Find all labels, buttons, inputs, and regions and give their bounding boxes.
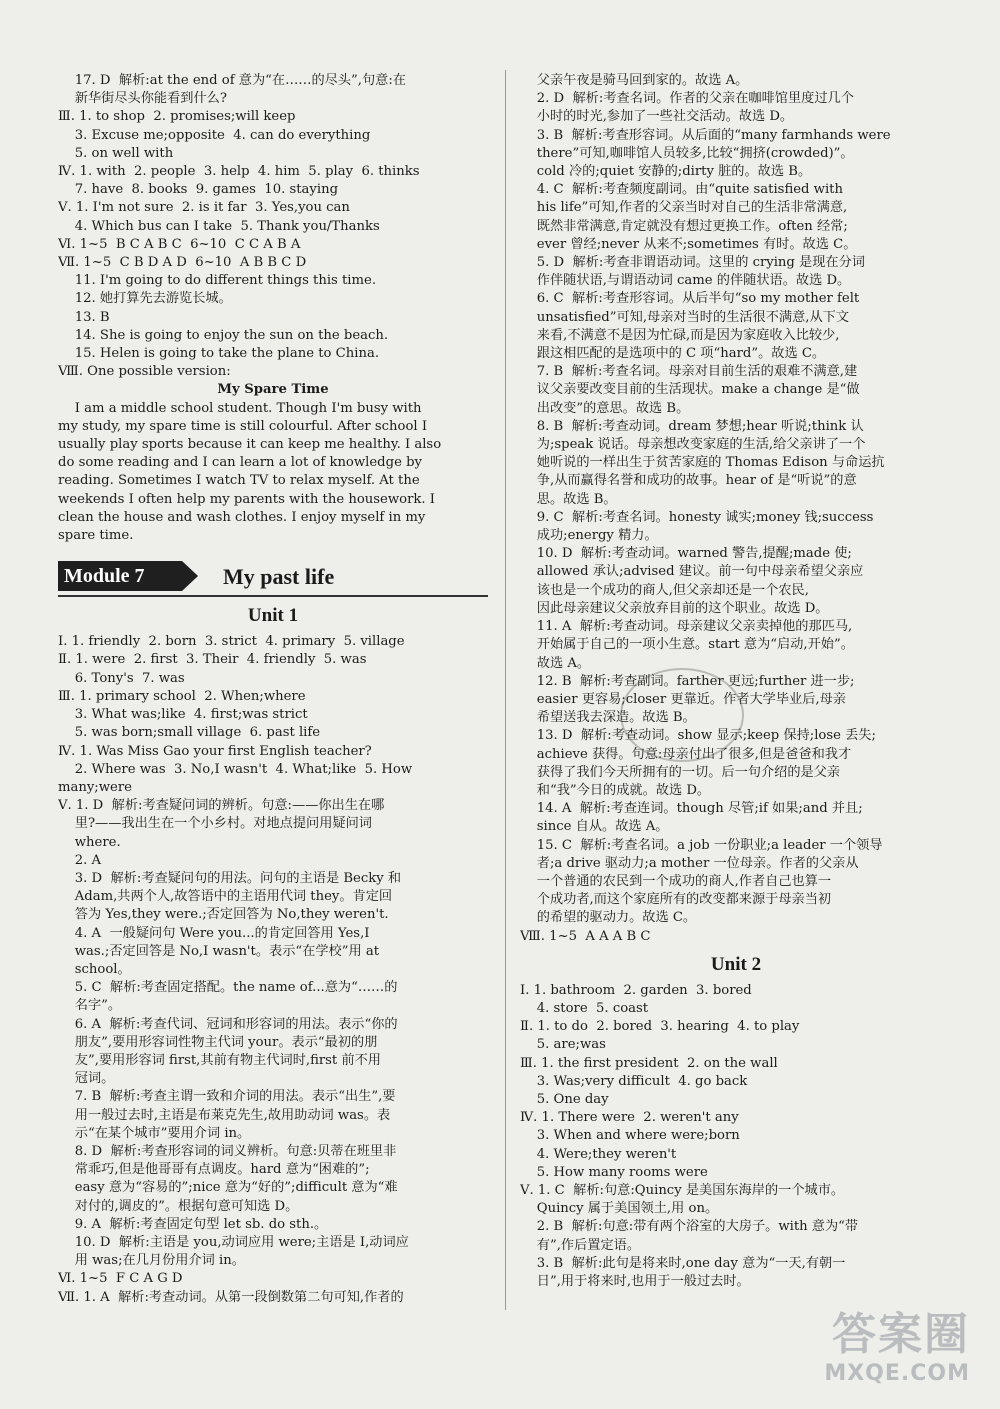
answer-line: 和“我”今日的成就。故选 D。 — [520, 782, 711, 798]
answer-line: Ⅳ. 1. Was Miss Gao your first English teacher? — [58, 743, 372, 759]
answer-line: 3. D 解析:考查疑问句的用法。问句的主语是 Becky 和 — [58, 870, 402, 886]
answer-line: 她听说的一样出生于贫苦家庭的 Thomas Edison 与命运抗 — [520, 455, 885, 471]
answer-line: my study, my spare time is still colourful. After school I — [58, 418, 428, 434]
answer-line: Ⅱ. 1. were 2. first 3. Their 4. friendly 5. was — [58, 652, 367, 668]
answer-line: 5. One day — [520, 1091, 609, 1107]
answer-line: 5. How many rooms were — [520, 1164, 708, 1180]
answer-line: Ⅲ. 1. the first president 2. on the wall — [520, 1055, 778, 1071]
answer-line: 11. A 解析:考查动词。母亲建议父亲卖掉他的那匹马, — [520, 619, 853, 635]
answer-line: 5. was born;small village 6. past life — [58, 725, 321, 741]
answer-line: 议父亲要改变目前的生活现状。make a change 是“做 — [520, 382, 860, 398]
answer-line: 个成功者,而这个家庭所有的改变都来源于母亲当初 — [520, 892, 832, 908]
answer-line: 朋友”,要用形容词性物主代词 your。表示“最初的朋 — [58, 1034, 378, 1050]
answer-line: 希望送我去深造。故选 B。 — [520, 710, 696, 726]
answer-line: 12. B 解析:考查副词。farther 更远;further 进一步; — [520, 673, 855, 689]
essay-title: My Spare Time — [217, 382, 329, 398]
module-title: My past life — [223, 564, 335, 590]
answer-line: Ⅰ. 1. friendly 2. born 3. strict 4. primary 5. village — [58, 634, 405, 650]
answer-line: 成功;energy 精力。 — [520, 528, 658, 544]
answer-line: I am a middle school student. Though I'm busy with — [58, 400, 422, 416]
answer-line: there”可知,咖啡馆人员较多,比较“拥挤(crowded)”。 — [520, 145, 854, 161]
answer-line: ever 曾经;never 从来不;sometimes 有时。故选 C。 — [520, 236, 857, 252]
answer-line: 4. A 一般疑问句 Were you...的肯定回答用 Yes,I — [58, 925, 370, 941]
watermark-line2: MXQE.COM — [824, 1361, 970, 1386]
answer-line: 冠词。 — [58, 1071, 115, 1087]
answer-line: 出改变”的意思。故选 B。 — [520, 400, 690, 416]
answer-line: 示“在某个城市”要用介词 in。 — [58, 1125, 251, 1141]
answer-line: 该也是一个成功的商人,但父亲却还是一个农民, — [520, 582, 809, 598]
answer-line: 6. A 解析:考查代词、冠词和形容词的用法。表示“你的 — [58, 1016, 398, 1032]
answer-line: Ⅵ. 1~5 F C A G D — [58, 1271, 183, 1287]
answer-line: his life”可知,作者的父亲当时对自己的生活非常满意, — [520, 200, 848, 216]
answer-line: 13. D 解析:考查动词。show 显示;keep 保持;lose 丢失; — [520, 728, 876, 744]
answer-line: 7. have 8. books 9. games 10. staying — [58, 182, 339, 198]
answer-line: 来看,不满意不是因为忙碌,而是因为家庭收入比较少, — [520, 327, 840, 343]
answer-line: 7. B 解析:考查名词。母亲对目前生活的艰难不满意,建 — [520, 364, 858, 380]
answer-line: 14. A 解析:考查连词。though 尽管;if 如果;and 并且; — [520, 801, 863, 817]
column-divider — [505, 70, 506, 1310]
right-column — [520, 72, 952, 1291]
answer-line: 4. Were;they weren't — [520, 1146, 677, 1162]
module-label: Module 7 — [58, 561, 182, 591]
answer-line: achieve 获得。句意:母亲付出了很多,但是爸爸和我才 — [520, 746, 852, 762]
answer-line: since 自从。故选 A。 — [520, 819, 669, 835]
answer-line: 10. D 解析:考查动词。warned 警告,提醒;made 使; — [520, 546, 852, 562]
answer-line: 2. Where was 3. No,I wasn't 4. What;like 5. How — [58, 761, 413, 777]
module-header — [58, 559, 488, 597]
answer-line: Ⅶ. 1~5 C B D A D 6~10 A B B C D — [58, 255, 307, 271]
answer-line: Quincy 属于美国领土,用 on。 — [520, 1201, 719, 1217]
answer-line: easy 意为“容易的”;nice 意为“好的”;difficult 意为“难 — [58, 1180, 398, 1196]
answer-line: 4. Which bus can I take 5. Thank you/Thanks — [58, 218, 380, 234]
answer-line: 12. 她打算先去游览长城。 — [58, 291, 232, 307]
answer-line: 日”,用于将来时,也用于一般过去时。 — [520, 1274, 750, 1289]
answer-line: 开始属于自己的一项小生意。start 意为“启动,开始”。 — [520, 637, 854, 653]
answer-line: 作伴随状语,与谓语动词 came 的伴随状语。故选 D。 — [520, 273, 851, 289]
answer-line: 6. Tony's 7. was — [58, 670, 185, 686]
answer-line: 9. C 解析:考查名词。honesty 诚实;money 钱;success — [520, 509, 874, 525]
answer-line: 7. B 解析:考查主谓一致和介词的用法。表示“出生”,要 — [58, 1089, 396, 1105]
answer-line: 17. D 解析:at the end of 意为“在……的尽头”,句意:在 — [58, 73, 406, 88]
answer-line: many;were — [58, 779, 132, 795]
answer-line: was.;否定回答是 No,I wasn't。表示“在学校”用 at — [58, 943, 380, 959]
answer-line: 2. B 解析:句意:带有两个浴室的大房子。with 意为“带 — [520, 1219, 859, 1235]
answer-line: weekends I often help my parents with the housework. I — [58, 491, 435, 507]
answer-line: Adam,共两个人,故答语中的主语用代词 they。肯定回 — [58, 889, 393, 905]
unit-title: Unit 1 — [247, 605, 299, 627]
answer-line: Ⅴ. 1. D 解析:考查疑问词的辨析。句意:——你出生在哪 — [58, 798, 385, 814]
answer-line: 5. C 解析:考查固定搭配。the name of...意为“……的 — [58, 980, 398, 996]
answer-line: clean the house and wash clothes. I enjoy myself in my — [58, 509, 426, 525]
answer-line: 5. on well with — [58, 145, 174, 161]
unit-title: Unit 2 — [710, 953, 762, 975]
answer-line: easier 更容易;closer 更靠近。作者大学毕业后,母亲 — [520, 691, 846, 707]
answer-line: Ⅷ. One possible version: — [58, 364, 231, 380]
answer-line: school。 — [58, 961, 131, 977]
answer-line: 15. Helen is going to take the plane to China. — [58, 346, 380, 362]
answer-line: allowed 承认;advised 建议。前一句中母亲希望父亲应 — [520, 564, 864, 580]
answer-line: 名字”。 — [58, 998, 122, 1014]
answer-line: 5. D 解析:考查非谓语动词。这里的 crying 是现在分词 — [520, 255, 865, 271]
answer-line: Ⅲ. 1. to shop 2. promises;will keep — [58, 109, 296, 125]
answer-line: 既然非常满意,肯定就没有想过更换工作。often 经常; — [520, 218, 848, 234]
watermark-line1: 答案圈 — [832, 1309, 970, 1360]
answer-line: 答为 Yes,they were.;否定回答为 No,they weren't. — [58, 907, 389, 923]
answer-line: 故选 A。 — [520, 655, 591, 671]
answer-line: 3. B 解析:此句是将来时,one day 意为“一天,有朝一 — [520, 1255, 846, 1271]
answer-line: 争,从而赢得名誉和成功的故事。hear of 是“听说”的意 — [520, 473, 857, 489]
answer-line: cold 冷的;quiet 安静的;dirty 脏的。故选 B。 — [520, 164, 812, 180]
answer-line: 一个普通的农民到一个成功的商人,作者自己也算一 — [520, 873, 832, 889]
answer-line: 13. B — [58, 309, 110, 325]
answer-line: 8. B 解析:考查动词。dream 梦想;hear 听说;think 认 — [520, 418, 864, 434]
answer-line: 2. D 解析:考查名词。作者的父亲在咖啡馆里度过几个 — [520, 91, 854, 107]
answer-line: Ⅲ. 1. primary school 2. When;where — [58, 688, 306, 704]
answer-line: 用一般过去时,主语是布莱克先生,故用助动词 was。表 — [58, 1107, 391, 1123]
answer-line: 3. Excuse me;opposite 4. can do everything — [58, 127, 371, 143]
answer-line: unsatisfied”可知,母亲对当时的生活很不满意,从下文 — [520, 309, 850, 325]
answer-line: 4. store 5. coast — [520, 1000, 649, 1016]
answer-line: reading. Sometimes I watch TV to relax myself. At the — [58, 473, 420, 489]
answer-line: 2. A — [58, 852, 102, 868]
answer-line: Ⅴ. 1. I'm not sure 2. is it far 3. Yes,you can — [58, 200, 350, 216]
answer-line: 父亲午夜是骑马回到家的。故选 A。 — [520, 73, 749, 88]
answer-line: 因此母亲建议父亲放弃目前的这个职业。故选 D。 — [520, 600, 829, 616]
answer-line: 思。故选 B。 — [520, 491, 617, 507]
answer-line: Ⅶ. 1. A 解析:考查动词。从第一段倒数第二句可知,作者的 — [58, 1289, 404, 1305]
answer-line: 里?——我出生在一个小乡村。对地点提问用疑问词 — [58, 816, 372, 832]
answer-line: 有”,作后置定语。 — [520, 1237, 641, 1253]
answer-line: 新华街尽头你能看到什么? — [58, 91, 227, 107]
answer-line: Ⅱ. 1. to do 2. bored 3. hearing 4. to play — [520, 1019, 800, 1035]
site-watermark — [770, 1309, 970, 1399]
answer-line: spare time. — [58, 528, 134, 544]
answer-line: 3. B 解析:考查形容词。从后面的“many farmhands were — [520, 127, 891, 143]
answer-line: where. — [58, 834, 121, 850]
answer-line: 对付的,调皮的”。根据句意可知选 D。 — [58, 1198, 299, 1214]
answer-line: Ⅳ. 1. There were 2. weren't any — [520, 1110, 739, 1126]
answer-line: 者;a drive 驱动力;a mother 一位母亲。作者的父亲从 — [520, 855, 859, 871]
answer-line: 的希望的驱动力。故选 C。 — [520, 910, 697, 926]
answer-line: Ⅰ. 1. bathroom 2. garden 3. bored — [520, 982, 752, 998]
answer-line: Ⅵ. 1~5 B C A B C 6~10 C C A B A — [58, 236, 301, 252]
answer-line: usually play sports because it can keep me healthy. I also — [58, 437, 442, 453]
answer-line: 获得了我们今天所拥有的一切。后一句介绍的是父亲 — [520, 764, 841, 780]
stamp-mark — [620, 668, 744, 762]
answer-line: 4. C 解析:考查频度副词。由“quite satisfied with — [520, 182, 843, 198]
answer-line: 3. When and where were;born — [520, 1128, 740, 1144]
answer-line: 11. I'm going to do different things this time. — [58, 273, 377, 289]
answer-line: 9. A 解析:考查固定句型 let sb. do sth.。 — [58, 1216, 328, 1232]
answer-line: 8. D 解析:考查形容词的词义辨析。句意:贝蒂在班里非 — [58, 1143, 397, 1159]
answer-line: 小时的时光,参加了一些社交活动。故选 D。 — [520, 109, 794, 125]
answer-line: 跟这相匹配的是选项中的 C 项“hard”。故选 C。 — [520, 346, 826, 362]
answer-line: 友”,要用形容词 first,其前有物主代词时,first 前不用 — [58, 1052, 381, 1068]
answer-line: 为;speak 说话。母亲想改变家庭的生活,给父亲讲了一个 — [520, 437, 866, 453]
answer-line: 6. C 解析:考查形容词。从后半句“so my mother felt — [520, 291, 860, 307]
answer-line: Ⅴ. 1. C 解析:句意:Quincy 是美国东海岸的一个城市。 — [520, 1182, 845, 1198]
answer-line: 5. are;was — [520, 1037, 606, 1053]
answer-line: do some reading and I can learn a lot of knowledge by — [58, 455, 422, 471]
left-column — [58, 72, 488, 1307]
answer-line: 常乖巧,但是他哥哥有点调皮。hard 意为“困难的”; — [58, 1162, 370, 1178]
answer-line: Ⅳ. 1. with 2. people 3. help 4. him 5. play 6. thinks — [58, 164, 420, 180]
answer-line: 10. D 解析:主语是 you,动词应用 were;主语是 I,动词应 — [58, 1234, 409, 1250]
answer-line: 15. C 解析:考查名词。a job 一份职业;a leader 一个领导 — [520, 837, 883, 853]
answer-line: 3. Was;very difficult 4. go back — [520, 1073, 748, 1089]
answer-line: 14. She is going to enjoy the sun on the beach. — [58, 327, 389, 343]
answer-line: 3. What was;like 4. first;was strict — [58, 707, 308, 723]
answer-line: 用 was;在几月份用介词 in。 — [58, 1253, 245, 1269]
answer-line: Ⅷ. 1~5 A A A B C — [520, 928, 651, 944]
